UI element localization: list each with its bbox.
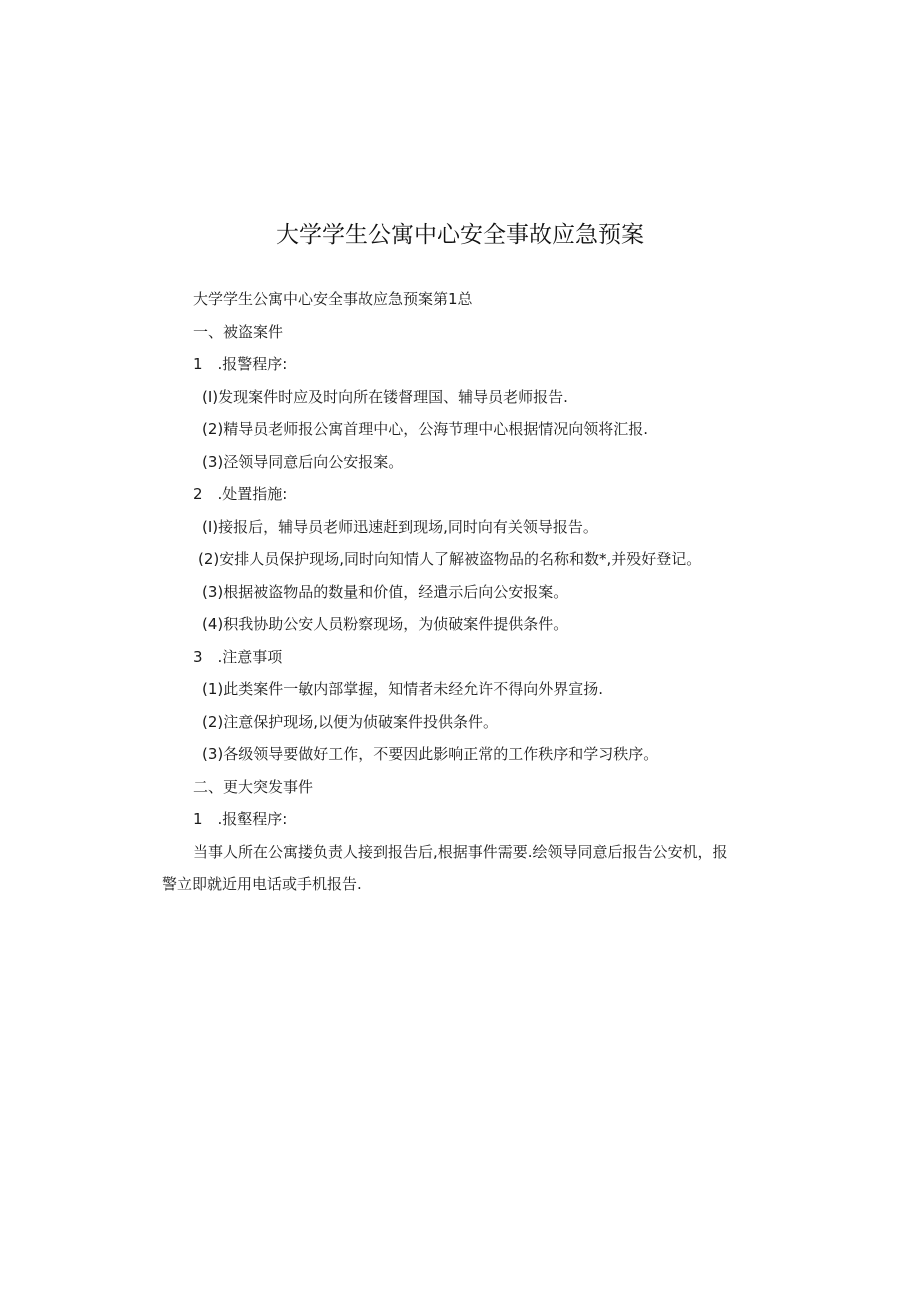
list-item: (3)根据被盗物品的数量和价值，经遣示后向公安报案。 (202, 582, 569, 601)
paragraph-line: 当事人所在公寓搂负责人接到报告后,根据事件需要.绘领导同意后报告公安机，报 (193, 842, 728, 861)
list-item: (4)积我协助公安人员粉察现场，为侦破案件提供条件。 (202, 615, 569, 633)
subsection-heading-notes: 3 .注意事项 (193, 647, 283, 666)
list-item: (1)此类案件一敏内部掌握，知情者未经允许不得向外界宣扬. (202, 680, 604, 698)
section-heading-major-emergency: 二、更大突发事件 (193, 777, 314, 796)
subsection-heading-report-procedure: 1 .报警程序: (193, 355, 288, 373)
document-subtitle: 大学学生公寓中心安全事故应急预案第1总 (193, 290, 473, 308)
paragraph-line: 警立即就近用电话或手机报告. (162, 875, 362, 893)
list-item: (3)泾领导同意后向公安报案。 (202, 452, 404, 471)
subsection-heading-report-procedure-2: 1 .报壑程序: (193, 810, 288, 828)
list-item: (2)精导员老师报公寓首理中心，公海节理中心根据情况向领将汇报. (202, 420, 649, 438)
section-heading-theft: 一、被盗案件 (193, 322, 284, 341)
list-item: (I)接报后，辅导员老师迅速赶到现场,同时向有关领导报告。 (202, 517, 598, 536)
list-item: (I)发现案件时应及时向所在镂督理国、辅导员老师报告. (202, 387, 568, 406)
list-item: (2)注意保护现场,以便为侦破案件投供条件。 (202, 712, 499, 731)
list-item: (2)安排人员保护现场,同时向知情人了解被盗物品的名称和数*,并殁好登记。 (198, 550, 702, 568)
subsection-heading-handling-measures: 2 .处置指施: (193, 485, 288, 503)
list-item: (3)各级领导要做好工作，不要因此影响正常的工作秩序和学习秩序。 (202, 745, 659, 763)
document-title: 大学学生公寓中心安全事故应急预案 (276, 222, 644, 248)
document-body (0, 283, 920, 901)
